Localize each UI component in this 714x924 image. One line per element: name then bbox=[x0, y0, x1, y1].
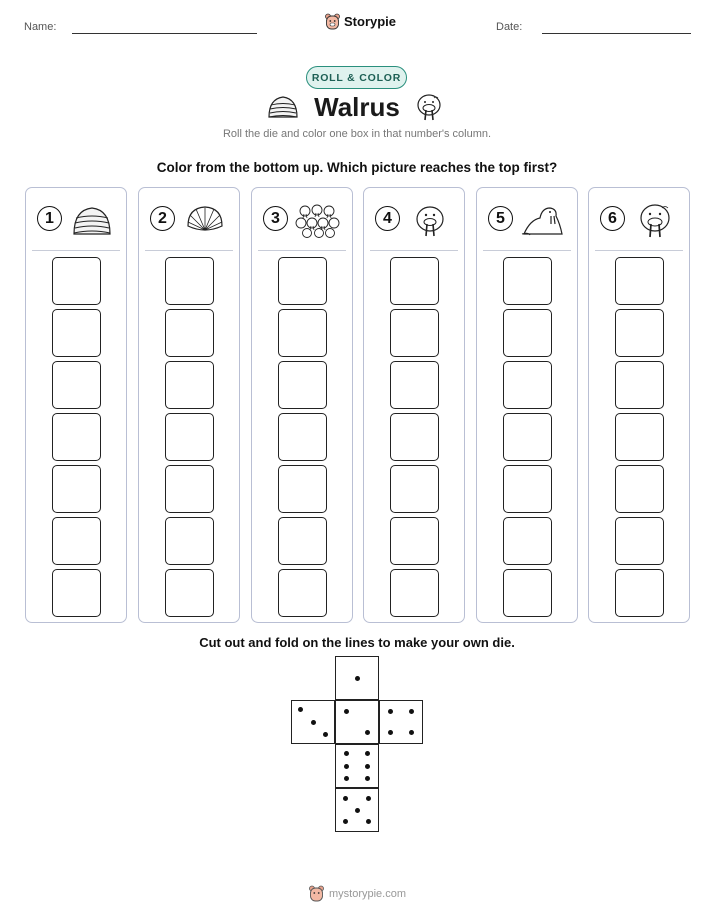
color-box[interactable] bbox=[52, 361, 101, 409]
color-box[interactable] bbox=[503, 465, 552, 513]
footer bbox=[309, 885, 406, 902]
die-pip bbox=[323, 732, 328, 737]
die-pip bbox=[344, 751, 349, 756]
die-pip bbox=[388, 730, 393, 735]
color-box[interactable] bbox=[52, 517, 101, 565]
walrus-herd-icon bbox=[295, 202, 341, 238]
column-number: 2 bbox=[150, 206, 175, 231]
die-pip bbox=[343, 796, 348, 801]
page-subtitle: Roll the die and color one box in that number's column. bbox=[222, 128, 492, 140]
column-5 bbox=[476, 187, 578, 623]
column-6 bbox=[588, 187, 690, 623]
date-line[interactable] bbox=[542, 33, 691, 34]
color-box[interactable] bbox=[390, 309, 439, 357]
column-1 bbox=[25, 187, 127, 623]
die-pip bbox=[409, 730, 414, 735]
column-3 bbox=[251, 187, 353, 623]
die-face-3 bbox=[291, 700, 335, 744]
color-box[interactable] bbox=[278, 413, 327, 461]
column-number: 4 bbox=[375, 206, 400, 231]
column-number: 6 bbox=[600, 206, 625, 231]
column-number: 1 bbox=[37, 206, 62, 231]
bear-mascot-icon bbox=[309, 885, 324, 902]
die-pip bbox=[365, 751, 370, 756]
color-box[interactable] bbox=[503, 257, 552, 305]
color-box[interactable] bbox=[52, 413, 101, 461]
column-divider bbox=[370, 250, 458, 251]
die-pip bbox=[343, 819, 348, 824]
coloring-instruction: Color from the bottom up. Which picture reaches the top first? bbox=[156, 160, 558, 175]
color-box[interactable] bbox=[165, 257, 214, 305]
die-face-5 bbox=[335, 788, 379, 832]
die-pip bbox=[366, 796, 371, 801]
color-box[interactable] bbox=[615, 569, 664, 617]
color-box[interactable] bbox=[615, 361, 664, 409]
die-pip bbox=[365, 764, 370, 769]
bear-mascot-icon bbox=[325, 13, 340, 30]
die-pip bbox=[388, 709, 393, 714]
walrus-head-icon bbox=[632, 202, 678, 238]
column-divider bbox=[145, 250, 233, 251]
clam-shell-icon bbox=[182, 202, 228, 238]
die-pip bbox=[366, 819, 371, 824]
color-box[interactable] bbox=[278, 517, 327, 565]
color-box[interactable] bbox=[615, 257, 664, 305]
die-pip bbox=[355, 808, 360, 813]
die-pip bbox=[311, 720, 316, 725]
die-face-4 bbox=[379, 700, 423, 744]
column-divider bbox=[32, 250, 120, 251]
color-box[interactable] bbox=[390, 361, 439, 409]
color-box[interactable] bbox=[165, 361, 214, 409]
iceberg-icon bbox=[266, 93, 300, 121]
color-box[interactable] bbox=[390, 517, 439, 565]
color-box[interactable] bbox=[278, 465, 327, 513]
footer-url[interactable]: mystorypie.com bbox=[329, 887, 407, 900]
color-box[interactable] bbox=[52, 465, 101, 513]
color-box[interactable] bbox=[165, 309, 214, 357]
color-box[interactable] bbox=[503, 517, 552, 565]
die-pip bbox=[344, 764, 349, 769]
name-line[interactable] bbox=[72, 33, 257, 34]
color-box[interactable] bbox=[278, 309, 327, 357]
brand-logo bbox=[325, 13, 396, 30]
die-pip bbox=[344, 709, 349, 714]
page-title: Walrus bbox=[314, 92, 400, 122]
color-box[interactable] bbox=[503, 569, 552, 617]
color-box[interactable] bbox=[390, 569, 439, 617]
date-label: Date: bbox=[496, 21, 523, 33]
color-box[interactable] bbox=[52, 309, 101, 357]
color-box[interactable] bbox=[390, 465, 439, 513]
die-face-1 bbox=[335, 656, 379, 700]
die-pip bbox=[409, 709, 414, 714]
walrus-body-icon bbox=[520, 202, 566, 238]
color-box[interactable] bbox=[165, 465, 214, 513]
column-number: 3 bbox=[263, 206, 288, 231]
column-divider bbox=[595, 250, 683, 251]
iceberg-icon bbox=[69, 202, 115, 238]
color-box[interactable] bbox=[615, 517, 664, 565]
color-box[interactable] bbox=[278, 569, 327, 617]
color-box[interactable] bbox=[278, 257, 327, 305]
die-face-2 bbox=[335, 700, 379, 744]
color-box[interactable] bbox=[52, 569, 101, 617]
die-pip bbox=[365, 776, 370, 781]
color-box[interactable] bbox=[503, 361, 552, 409]
activity-badge: ROLL & COLOR bbox=[306, 66, 407, 89]
color-box[interactable] bbox=[615, 465, 664, 513]
color-box[interactable] bbox=[390, 413, 439, 461]
color-box[interactable] bbox=[503, 413, 552, 461]
die-face-6 bbox=[335, 744, 379, 788]
name-label: Name: bbox=[24, 21, 57, 33]
color-box[interactable] bbox=[278, 361, 327, 409]
color-box[interactable] bbox=[165, 413, 214, 461]
column-2 bbox=[138, 187, 240, 623]
die-instruction: Cut out and fold on the lines to make your own die. bbox=[199, 635, 515, 650]
column-divider bbox=[258, 250, 346, 251]
color-box[interactable] bbox=[52, 257, 101, 305]
walrus-head-icon bbox=[414, 92, 444, 122]
color-box[interactable] bbox=[503, 309, 552, 357]
color-box[interactable] bbox=[615, 413, 664, 461]
column-divider bbox=[483, 250, 571, 251]
color-box[interactable] bbox=[165, 569, 214, 617]
color-box[interactable] bbox=[615, 309, 664, 357]
color-box[interactable] bbox=[390, 257, 439, 305]
brand-name: Storypie bbox=[344, 14, 397, 29]
die-pip bbox=[355, 676, 360, 681]
die-pip bbox=[298, 707, 303, 712]
color-box[interactable] bbox=[165, 517, 214, 565]
die-pip bbox=[344, 776, 349, 781]
walrus-face-icon bbox=[407, 202, 453, 238]
column-4 bbox=[363, 187, 465, 623]
die-pip bbox=[365, 730, 370, 735]
column-number: 5 bbox=[488, 206, 513, 231]
